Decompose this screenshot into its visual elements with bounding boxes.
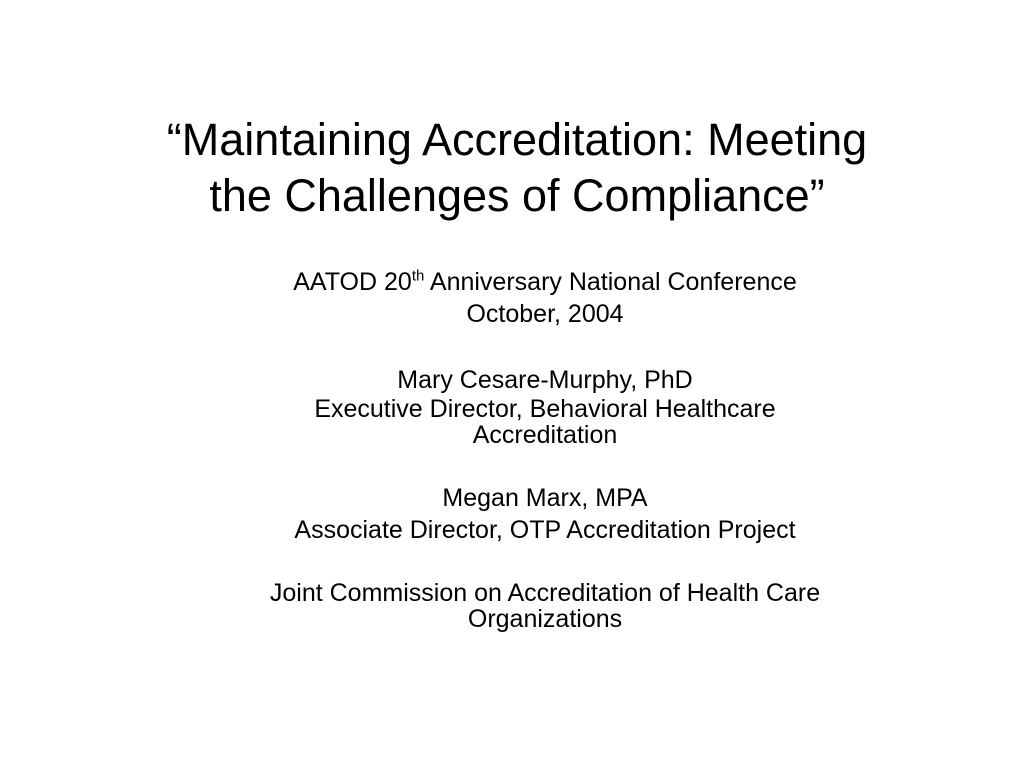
- presenter2-role: Associate Director, OTP Accreditation Project: [294, 516, 796, 544]
- presenter2-name: Megan Marx, MPA: [442, 484, 648, 512]
- presenter1-role-line-2: Accreditation: [472, 421, 618, 449]
- spacer: [200, 330, 890, 364]
- conference-prefix: AATOD 20: [293, 268, 412, 296]
- slide-body: [200, 266, 890, 632]
- slide-title: [60, 112, 974, 224]
- title-line-2: the Challenges of Compliance”: [209, 170, 825, 221]
- title-line-1: “Maintaining Accreditation: Meeting: [166, 114, 868, 165]
- organization-line-2: Organizations: [467, 605, 623, 633]
- presenter1-role-line-1: Executive Director, Behavioral Healthcare: [314, 395, 776, 423]
- spacer: [200, 448, 890, 482]
- spacer: [200, 546, 890, 580]
- conference-suffix: Anniversary National Conference: [424, 268, 797, 296]
- conference-date: October, 2004: [466, 300, 624, 328]
- presenter1-name: Mary Cesare-Murphy, PhD: [397, 366, 693, 394]
- conference-line: [200, 266, 890, 298]
- organization-line-1: Joint Commission on Accreditation of Health Care: [269, 579, 821, 607]
- conference-superscript: th: [411, 267, 425, 285]
